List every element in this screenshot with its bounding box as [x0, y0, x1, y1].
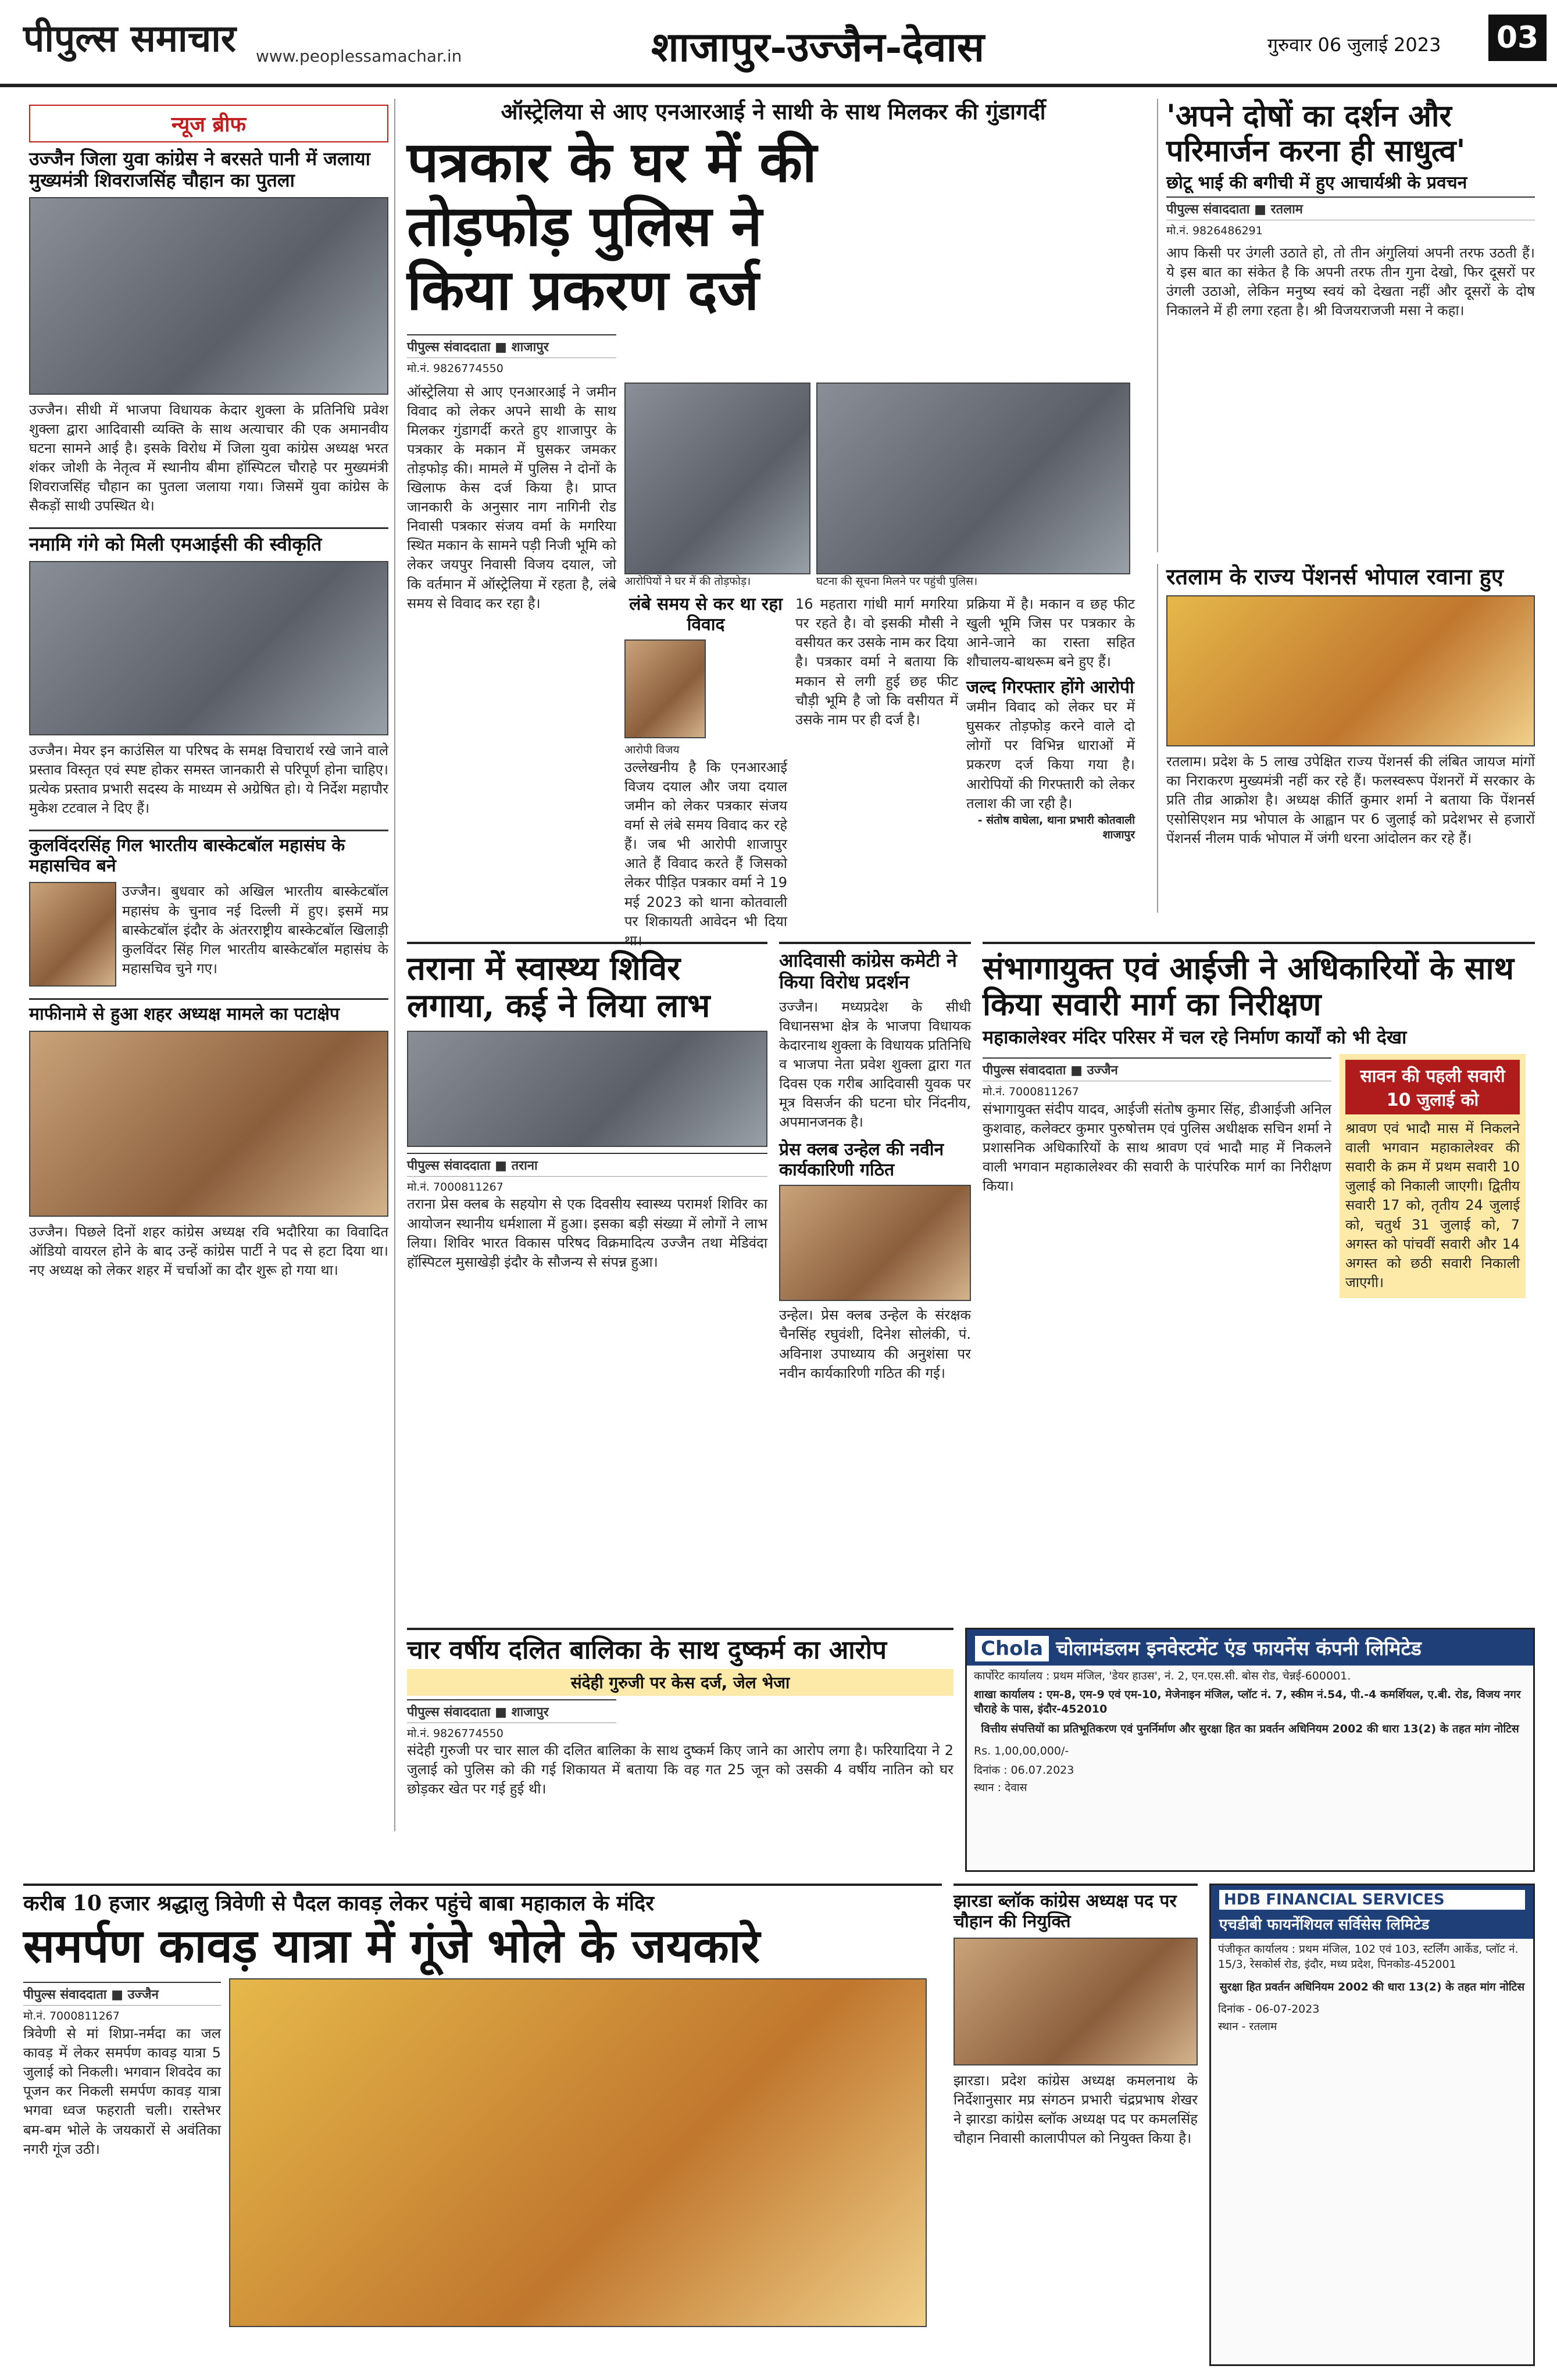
chola-place: स्थान : देवास — [974, 1781, 1027, 1794]
kanwad-byline: पीपुल्स संवाददाता ■ उज्जैन — [23, 1982, 221, 2006]
photo-caption-2: घटना की सूचना मिलने पर पहुंची पुलिस। — [816, 574, 978, 588]
press-club-body: उन्हेल। प्रेस क्लब उन्हेल के संरक्षक चैनसिंह रघुवंशी, दिनेश सोलंकी, पं. अविनाश उपाध्याय की अनुशंसा पर नवीन कार्यकारिणी गठित की गई। — [779, 1307, 971, 1381]
accused-photo — [624, 639, 706, 738]
hdb-logo: HDB FINANCIAL SERVICES — [1219, 1890, 1525, 1910]
brief-3-body: उज्जैन। बुधवार को अखिल भारतीय बास्केटबॉल महासंघ के चुनाव नई दिल्ली में हुए। इसमें मप्र बास्केटबॉल इंदौर के अंतरराष्ट्रीय बास्केटबॉल खिलाड़ी कुलविंदर सिंह गिल भारतीय बास्केटबॉल महासंघ के महासचिव चुने गए। — [122, 883, 388, 977]
sambhag-story — [983, 942, 1535, 1616]
tarana-headline: तराना में स्वास्थ्य शिविर लगाया, कई ने लिया लाभ — [407, 949, 710, 1025]
website-url[interactable]: www.peoplessamachar.in — [256, 47, 462, 66]
acharya-byline: पीपुल्स संवाददाता ■ रतलाम — [1166, 196, 1535, 220]
photo-caption-1: आरोपियों ने घर में की तोड़फोड़। — [624, 574, 751, 588]
brief-2-body: उज्जैन। मेयर इन काउंसिल या परिषद के समक्ष विचारार्थ रखे जाने वाले प्रस्ताव विस्तृत एवं स्पष्ट होकर समस्त जानकारी से परिपूर्ण होना चाहिए। प्रत्येक प्रस्ताव प्रभारी सदस्य के माध्यम से अग्रेषित हो। ये निर्देश महापौर मुकेश टटवाल ने दिए हैं। — [29, 742, 388, 817]
kanwad-mobile: मो.नं. 7000811267 — [23, 2010, 120, 2023]
chola-notice: वित्तीय संपत्तियों का प्रतिभूतिकरण एवं पुनर्निर्माण और सुरक्षा हित का प्रवर्तन अधिनियम 2002 की धारा 13(2) के तहत मांग नोटिस — [981, 1722, 1519, 1735]
tarana-byline: पीपुल्स संवाददाता ■ तराना — [407, 1153, 767, 1177]
acharya-body: आप किसी पर उंगली उठाते हो, तो तीन अंगुलियां अपनी तरफ उठती हैं। ये इस बात का संकेत है कि अपनी तरफ तीन गुना देखो, फिर दूसरों पर उंगली उठाओ, लेकिन मनुष्य स्वयं को देखता नहीं और दूसरों के दोष निकालने में ही लगा रहता है। श्री विजयराजजी मसा ने कहा। — [1166, 244, 1535, 319]
chola-address: कार्पोरेट कार्यालय : प्रथम मंजिल, 'डेयर हाउस', नं. 2, एन.एस.सी. बोस रोड, चेन्नई-600001. — [974, 1670, 1351, 1682]
lead-subhead-1: लंबे समय से कर था रहा विवाद — [629, 594, 783, 635]
press-meet-photo — [29, 1031, 388, 1217]
pension-story — [1157, 564, 1535, 913]
chola-ad-header: Chola चोलामंडलम इनवेस्टमेंट एंड फायनेंस कंपनी लिमिटेड — [967, 1629, 1533, 1666]
lead-body-5: जमीन विवाद को लेकर घर में घुसकर तोड़फोड़ करने वाले दो लोगों पर विभिन्न धाराओं में प्रकरण दर्ज किया गया है। आरोपियों की गिरफ्तारी को लेकर तलाश की जा रही है। — [966, 699, 1135, 812]
hdb-notice: सुरक्षा हित प्रवर्तन अधिनियम 2002 की धारा 13(2) के तहत मांग नोटिस — [1219, 1981, 1525, 1994]
page-number: 03 — [1488, 15, 1547, 61]
sawari-box-body: श्रावण एवं भादौ मास में निकलने वाली भगवान महाकालेश्वर की सवारी के क्रम में प्रथम सवारी 10 जुलाई को निकाली जाएगी। द्वितीय सवारी 17 को, तृतीय 24 जुलाई को, चतुर्थ 31 जुलाई को, 7 अगस्त को पांचवीं सवारी और 14 अगस्त को छठी सवारी निकाली जाएगी। — [1345, 1120, 1520, 1291]
jharda-story — [954, 1884, 1198, 2366]
dalit-body: संदेही गुरुजी पर चार साल की दलित बालिका के साथ दुष्कर्म किए जाने का आरोप लगा है। फरियादिया ने 2 जुलाई को पुलिस को की गई शिकायत में बताया कि वह गत 25 जून को उसकी 4 वर्षीय नातिन को घर छोड़कर खेत पर गई हुई थी। — [407, 1742, 954, 1797]
chola-date: दिनांक : 06.07.2023 — [974, 1764, 1074, 1777]
meeting-photo — [29, 561, 388, 735]
lead-body-4: प्रक्रिया में है। मकान व छह फीट खुली भूमि जिस पर पत्रकार के आने-जाने का रास्ता सहित शौचालय-बाथरूम बने हुए हैं। — [966, 596, 1135, 670]
protest-photo — [29, 197, 388, 395]
health-camp-photo — [407, 1031, 767, 1147]
pension-body: रतलाम। प्रदेश के 5 लाख उपेक्षित राज्य पेंशनर्स की लंबित जायज मांगों का निराकरण मुख्यमंत्री नहीं कर रहे हैं। फलस्वरूप पेंशनरों में सरकार के प्रति तीव्र आक्रोश है। अध्यक्ष कीर्ति कुमार शर्मा ने बताया कि पेंशनर्स एसोसिएशन मप्र भोपाल के आह्वान पर 6 जुलाई को प्रदेशभर से हजारों पेंशनर्स नीलम पार्क भोपाल में जंगी धरना आंदोलन कर रहे हैं। — [1166, 753, 1535, 847]
sambhag-body: संभागायुक्त संदीप यादव, आईजी संतोष कुमार सिंह, डीआईजी अनिल कुशवाह, कलेक्टर कुमार पुरुषोत्तम एवं पुलिस अधीक्षक सचिन शर्मा ने प्रशासनिक अधिकारियों के साथ श्रावण एवं भादौ माह में निकलने वाली भगवान महाकालेश्वर की सवारी के पारंपरिक मार्ग का निरीक्षण किया। — [983, 1100, 1331, 1195]
news-brief-column — [23, 99, 395, 1831]
chola-logo: Chola — [975, 1636, 1049, 1661]
lead-body-1: ऑस्ट्रेलिया से आए एनआरआई ने जमीन विवाद को लेकर अपने साथी के साथ मिलकर गुंडागर्दी करते हुए शाजापुर के पत्रकार के मकान में घुसकर जमकर तोड़फोड़ की। मामले में पुलिस ने दोनों के खिलाफ केस दर्ज किया है। प्राप्त जानकारी के अनुसार नाग नागिनी रोड निवासी पत्रकार संजय वर्मा के मगरिया स्थित मकान के सामने पड़ी निजी भूमि को लेकर जयपुर निवासी विजय दयाल, जो कि वर्तमान में ऑस्ट्रेलिया में रहता है, लंबे समय से विवाद कर रहा है। — [407, 383, 616, 612]
chola-amount: Rs. 1,00,00,000/- — [974, 1744, 1069, 1757]
newspaper-logo: पीपुल्स समाचार — [23, 17, 236, 60]
lead-headline: पत्रकार के घर में की तोड़फोड़ पुलिस ने किया प्रकरण दर्ज — [407, 128, 817, 323]
dalit-sub: संदेही गुरुजी पर केस दर्ज, जेल भेजा — [407, 1669, 954, 1696]
sambhag-sub: महाकालेश्वर मंदिर परिसर में चल रहे निर्माण कार्यों को भी देखा — [983, 1026, 1407, 1049]
quote-attribution: - संतोष वाघेला, थाना प्रभारी कोतवाली शाजापुर — [977, 813, 1135, 842]
kanwad-headline: समर्पण कावड़ यात्रा में गूंजे भोले के जयकारे — [23, 1918, 760, 1974]
lead-mobile: मो.नं. 9826774550 — [407, 362, 503, 375]
dalit-story — [407, 1628, 954, 1872]
tarana-story — [407, 942, 767, 1270]
lead-body-2: उल्लेखनीय है कि एनआरआई विजय दयाल और जया दयाल जमीन को लेकर पत्रकार संजय वर्मा से लंबे समय विवाद कर रहे हैं। जब भी आरोपी शाजापुर आते हैं विवाद करते हैं जिसको लेकर पीड़ित पत्रकार वर्मा ने 19 मई 2023 को थाना कोतवाली पर शिकायती आवेदन भी दिया था। — [624, 759, 787, 949]
kanwad-body: त्रिवेणी से मां शिप्रा-नर्मदा का जल कावड़ में लेकर समर्पण कावड़ यात्रा 5 जुलाई को निकली। भगवान शिवदेव का पूजन कर निकली समर्पण कावड़ यात्रा भगवा ध्वज फहराती चली। रास्तेभर बम-बम भोले के जयकारों से अवंतिका नगरी गूंज उठी। — [23, 2025, 221, 2157]
kanwad-story — [23, 1884, 942, 2366]
brief-1-body: उज्जैन। सीधी में भाजपा विधायक केदार शुक्ला के प्रतिनिधि प्रवेश शुक्ला द्वारा आदिवासी व्यक्ति के साथ अत्याचार की एक अमानवीय घटना सामने आई है। इसके विरोध में जिला युवा कांग्रेस अध्यक्ष भरत शंकर जोशी के नेतृत्व में स्थानीय बीमा हॉस्पिटल चौराहे पर मुख्यमंत्री शिवराजसिंह चौहान का पुतला जलाया गया। जिसमें युवा कांग्रेस के सैकड़ों साथी उपस्थित थे। — [29, 401, 388, 514]
dalit-headline: चार वर्षीय दलित बालिका के साथ दुष्कर्म का आरोप — [407, 1635, 887, 1665]
sambhag-byline: पीपुल्स संवाददाता ■ उज्जैन — [983, 1057, 1331, 1081]
damaged-house-photo — [624, 383, 810, 574]
dalit-mobile: मो.नं. 9826774550 — [407, 1727, 503, 1740]
sambhag-mobile: मो.नं. 7000811267 — [983, 1085, 1079, 1098]
press-club-photo — [779, 1185, 971, 1301]
brief-4-title: माफीनामे से हुआ शहर अध्यक्ष मामले का पटाक्षेप — [29, 998, 388, 1025]
lead-byline: पीपुल्स संवाददाता ■ शाजापुर — [407, 334, 616, 358]
hdb-date: दिनांक - 06-07-2023 — [1218, 2002, 1320, 2016]
masthead — [0, 0, 1557, 87]
jharda-headline: झारडा ब्लॉक कांग्रेस अध्यक्ष पद पर चौहान की नियुक्ति — [954, 1891, 1177, 1932]
sambhag-headline: संभागायुक्त एवं आईजी ने अधिकारियों के साथ किया सवारी मार्ग का निरीक्षण — [983, 949, 1515, 1023]
hdb-ad-header: HDB FINANCIAL SERVICES एचडीबी फायनेंशियल सर्विसेस लिमिटेड — [1211, 1885, 1533, 1939]
jharda-body: झारडा। प्रदेश कांग्रेस अध्यक्ष कमलनाथ के निर्देशानुसार मप्र संगठन प्रभारी चंद्रप्रभाष शेखर ने झारडा कांग्रेस ब्लॉक अध्यक्ष पद पर कमलसिंह चौहान निवासी कालापीपल को नियुक्त किया है। — [954, 2072, 1198, 2147]
lead-kicker: ऑस्ट्रेलिया से आए एनआरआई ने साथी के साथ मिलकर की गुंडागर्दी — [501, 98, 1046, 124]
chola-ad — [965, 1628, 1535, 1872]
lead-story — [407, 98, 1140, 949]
acharya-headline: 'अपने दोषों का दर्शन और परिमार्जन करना ही साधुत्व' — [1166, 98, 1466, 169]
hdb-address: पंजीकृत कार्यालय : प्रथम मंजिल, 102 एवं 103, स्टर्लिंग आर्केड, प्लॉट नं. 15/3, रेसकोर्स रोड, इंदौर, मध्य प्रदेश, पिनकोड-452001 — [1218, 1943, 1519, 1971]
jharda-photo — [954, 1938, 1198, 2065]
news-brief-label: न्यूज ब्रीफ — [29, 105, 388, 142]
acharya-sub: छोटू भाई की बगीची में हुए आचार्यश्री के प्रवचन — [1166, 172, 1467, 193]
tarana-mobile: मो.नं. 7000811267 — [407, 1180, 503, 1193]
brief-3-title: कुलविंदरसिंह गिल भारतीय बास्केटबॉल महासंघ के महासचिव बने — [29, 830, 388, 876]
police-photo — [816, 383, 1130, 574]
brief-2-title: नमामि गंगे को मिली एमआईसी की स्वीकृति — [29, 527, 388, 555]
pensioners-photo — [1166, 595, 1535, 746]
dalit-byline: पीपुल्स संवाददाता ■ शाजापुर — [407, 1699, 616, 1723]
brief-4-body: उज्जैन। पिछले दिनों शहर कांग्रेस अध्यक्ष रवि भदौरिया का विवादित ऑडियो वायरल होने के बाद उन्हें कांग्रेस पार्टी ने पद से हटा दिया था। नए अध्यक्ष को लेकर शहर में चर्चाओं का दौर शुरू हो गया था। — [29, 1223, 388, 1279]
adivasi-story — [779, 942, 971, 1616]
portrait-photo — [29, 882, 116, 987]
issue-date: गुरुवार 06 जुलाई 2023 — [1267, 34, 1441, 56]
accused-caption: आरोपी विजय — [624, 744, 680, 757]
kanwad-yatra-photo — [229, 1978, 927, 2327]
acharya-story — [1157, 99, 1535, 552]
hdb-place: स्थान - रतलाम — [1218, 2020, 1277, 2033]
chola-address-2: शाखा कार्यालय : एम-8, एम-9 एवं एम-10, मेजेनाइन मंजिल, प्लॉट नं. 7, स्कीम नं.54, पी.-4 कमर्शियल, ए.बी. रोड, विजय नगर चौराहे के पास, इंदौर-452010 — [974, 1688, 1521, 1716]
tarana-body: तराना प्रेस क्लब के सहयोग से एक दिवसीय स्वास्थ्य परामर्श शिविर का आयोजन स्थानीय धर्मशाला में हुआ। इसका बड़ी संख्या में लोगों ने लाभ लिया। शिविर भारत विकास परिषद विक्रमादित्य उज्जैन तथा मेडिवंदा हॉस्पिटल मुसाखेड़ी इंदौर के सौजन्य से संपन्न हुआ। — [407, 1196, 767, 1270]
lead-body-3: 16 महतारा गांधी मार्ग मगरिया पर रहते है। वो इसकी मौसी ने वसीयत कर उसके नाम कर दिया है। पत्रकार वर्मा ने बताया कि मकान से लगी हुई छह फीट चौड़ी भूमि है जो कि वसीयत में उसके नाम पर ही दर्ज है। — [795, 596, 958, 728]
adivasi-body: उज्जैन। मध्यप्रदेश के सीधी विधानसभा क्षेत्र के भाजपा विधायक केदारनाथ शुक्ला के विधायक प्रतिनिधि व भाजपा नेता प्रवेश शुक्ला द्वारा गत दिवस एक गरीब आदिवासी युवक पर मूत्र विसर्जन की घटना घोर निंदनीय, अपमानजनक है। — [779, 998, 971, 1131]
pension-headline: रतलाम के राज्य पेंशनर्स भोपाल रवाना हुए — [1166, 563, 1504, 589]
acharya-mobile: मो.नं. 9826486291 — [1166, 224, 1263, 238]
lead-subhead-2: जल्द गिरफ्तार होंगे आरोपी — [966, 677, 1134, 698]
adivasi-headline: आदिवासी कांग्रेस कमेटी ने किया विरोध प्रदर्शन — [779, 949, 957, 993]
brief-1-title: उज्जैन जिला युवा कांग्रेस ने बरसते पानी में जलाया मुख्यमंत्री शिवराजसिंह चौहान का पुतला — [29, 148, 370, 191]
kanwad-kicker: करीब 10 हजार श्रद्धालु त्रिवेणी से पैदल कावड़ लेकर पहुंचे बाबा महाकाल के मंदिर — [23, 1891, 654, 1916]
hdb-ad — [1209, 1884, 1535, 2366]
press-club-headline: प्रेस क्लब उन्हेल की नवीन कार्यकारिणी गठित — [779, 1139, 944, 1180]
sawari-box-title: सावन की पहली सवारी 10 जुलाई को — [1345, 1060, 1520, 1114]
edition-title: शाजापुर-उज्जैन-देवास — [651, 23, 985, 71]
